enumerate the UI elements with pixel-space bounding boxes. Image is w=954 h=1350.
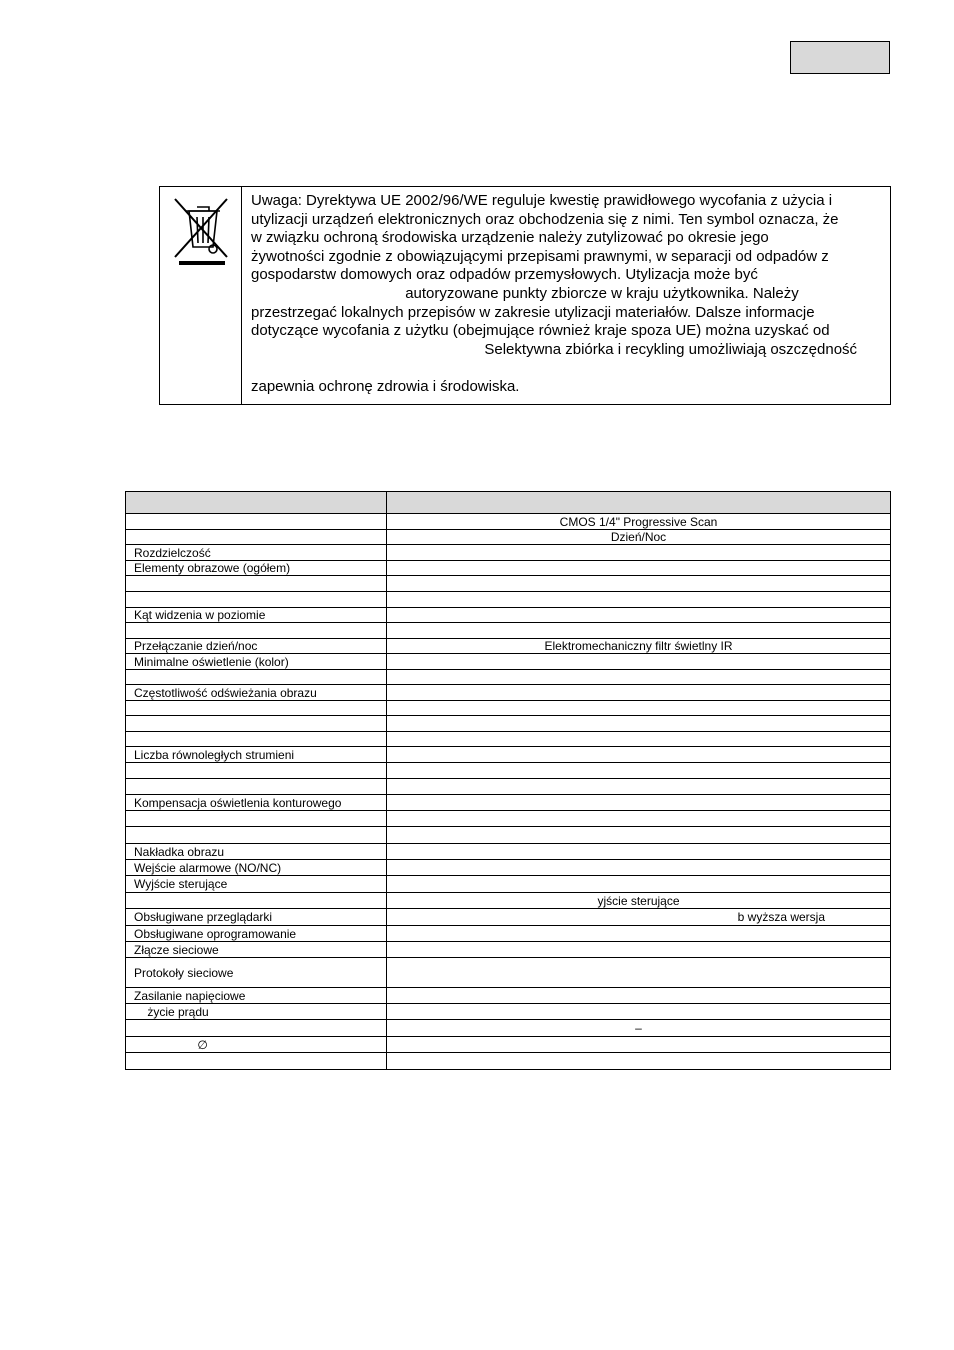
table-row	[126, 860, 891, 876]
weee-notice-line: żywotności zgodnie z obowiązującymi przepisami prawnymi, w separacji od odpadów z	[251, 247, 829, 265]
spec-label-cell: Zasilanie napięciowe	[126, 988, 387, 1004]
spec-label-cell	[126, 530, 387, 545]
spec-label-cell: Rozdzielczość	[126, 545, 387, 561]
spec-value-cell: Dzień/Noc	[387, 530, 891, 545]
spec-label-cell: Nakładka obrazu	[126, 844, 387, 860]
spec-label-cell: Kompensacja oświetlenia konturowego	[126, 795, 387, 811]
table-row	[126, 844, 891, 860]
table-row	[126, 592, 891, 608]
spec-value-cell	[387, 701, 891, 716]
table-row	[126, 1020, 891, 1037]
weee-notice-line: Selektywna zbiórka i recykling umożliwiają oszczędność	[251, 340, 858, 358]
spec-label-cell	[126, 779, 387, 795]
spec-label-cell: Wyjście sterujące	[126, 876, 387, 893]
spec-value-cell	[387, 608, 891, 623]
weee-notice-line: w związku ochroną środowiska urządzenie należy zutylizować po okresie jego	[251, 229, 769, 247]
spec-label-cell: Minimalne oświetlenie (kolor)	[126, 654, 387, 670]
weee-notice-line: Uwaga: Dyrektywa UE 2002/96/WE reguluje kwestię prawidłowego wycofania z użycia i	[251, 192, 833, 209]
spec-value-cell	[387, 958, 891, 988]
spec-label-cell	[126, 827, 387, 844]
spec-value-cell: Elektromechaniczny filtr świetlny IR	[387, 639, 891, 654]
spec-value-cell: b wyższa wersja	[387, 909, 891, 926]
spec-value-cell	[387, 670, 891, 685]
weee-notice-line: utylizacji urządzeń elektronicznych oraz obchodzenia się z nimi. Ten symbol oznacza, że	[251, 210, 839, 228]
spec-value-cell	[387, 685, 891, 701]
spec-label-cell: Kąt widzenia w poziomie	[126, 608, 387, 623]
table-row	[126, 732, 891, 747]
weee-notice-box	[159, 186, 891, 405]
spec-label-cell	[126, 670, 387, 685]
spec-label-cell	[126, 1053, 387, 1070]
table-row	[126, 608, 891, 623]
spec-label-cell	[126, 514, 387, 530]
table-row	[126, 942, 891, 958]
spec-label-cell	[126, 893, 387, 909]
spec-value-cell	[387, 779, 891, 795]
spec-label-cell: Częstotliwość odświeżania obrazu	[126, 685, 387, 701]
spec-value-cell: yjście sterujące	[387, 893, 891, 909]
spec-label-cell	[126, 732, 387, 747]
spec-label-cell: Wejście alarmowe (NO/NC)	[126, 860, 387, 876]
table-row	[126, 545, 891, 561]
spec-value-cell: –	[387, 1020, 891, 1037]
table-row	[126, 876, 891, 893]
spec-value-cell	[387, 747, 891, 763]
spec-label-cell: Przełączanie dzień/noc	[126, 639, 387, 654]
table-row	[126, 988, 891, 1004]
table-header-row	[126, 492, 891, 514]
spec-value-cell	[387, 844, 891, 860]
spec-value-cell	[387, 623, 891, 639]
table-row	[126, 811, 891, 827]
table-row	[126, 639, 891, 654]
weee-notice-line: dotyczące wycofania z użytku (obejmujące również kraje spoza UE) można uzyskać od	[251, 322, 830, 340]
spec-value-cell	[387, 1053, 891, 1070]
table-row	[126, 670, 891, 685]
weee-icon-cell	[160, 187, 242, 404]
spec-value-cell	[387, 811, 891, 827]
spec-value-cell	[387, 492, 891, 514]
spec-label-cell: Protokoły sieciowe	[126, 958, 387, 988]
spec-label-cell	[126, 763, 387, 779]
spec-value-cell	[387, 1037, 891, 1053]
table-row	[126, 1037, 891, 1053]
spec-value-cell	[387, 654, 891, 670]
table-row	[126, 763, 891, 779]
spec-value-cell	[387, 926, 891, 942]
spec-label-cell: Elementy obrazowe (ogółem)	[126, 561, 387, 576]
table-row	[126, 514, 891, 530]
table-row	[126, 623, 891, 639]
spec-value-cell	[387, 942, 891, 958]
table-row	[126, 654, 891, 670]
table-row	[126, 795, 891, 811]
spec-value-cell	[387, 795, 891, 811]
spec-value-cell	[387, 988, 891, 1004]
specifications-table	[125, 491, 891, 1070]
spec-value-cell	[387, 545, 891, 561]
table-row	[126, 909, 891, 926]
table-row	[126, 926, 891, 942]
table-row	[126, 827, 891, 844]
spec-value-cell	[387, 763, 891, 779]
table-row	[126, 779, 891, 795]
spec-value-cell	[387, 576, 891, 592]
weee-notice-text	[251, 192, 887, 397]
spec-value-cell	[387, 732, 891, 747]
table-row	[126, 561, 891, 576]
spec-label-cell	[126, 576, 387, 592]
spec-label-cell: Obsługiwane przeglądarki	[126, 909, 387, 926]
spec-label-cell	[126, 1020, 387, 1037]
spec-label-cell: życie prądu	[126, 1004, 387, 1020]
spec-value-cell	[387, 592, 891, 608]
table-row	[126, 958, 891, 988]
table-row	[126, 701, 891, 716]
weee-notice-line: autoryzowane punkty zbiorcze w kraju użytkownika. Należy	[251, 284, 799, 302]
table-row	[126, 1004, 891, 1020]
table-row	[126, 685, 891, 701]
weee-notice-line: gospodarstw domowych oraz odpadów przemysłowych. Utylizacja może być	[251, 266, 758, 284]
weee-notice-line	[251, 359, 887, 378]
table-row	[126, 893, 891, 909]
spec-value-cell	[387, 561, 891, 576]
table-row	[126, 747, 891, 763]
spec-label-cell	[126, 716, 387, 732]
spec-label-cell	[126, 811, 387, 827]
spec-label-cell: Liczba równoległych strumieni	[126, 747, 387, 763]
table-row	[126, 716, 891, 732]
spec-value-cell	[387, 1004, 891, 1020]
crossed-out-wheelie-bin-icon	[171, 195, 231, 267]
spec-value-cell	[387, 876, 891, 893]
spec-value-cell	[387, 860, 891, 876]
spec-value-cell: CMOS 1/4" Progressive Scan	[387, 514, 891, 530]
spec-label-cell: Złącze sieciowe	[126, 942, 387, 958]
spec-label-cell: ∅	[126, 1037, 387, 1053]
spec-value-cell	[387, 716, 891, 732]
weee-notice-line: przestrzegać lokalnych przepisów w zakresie utylizacji materiałów. Dalsze informacje	[251, 303, 815, 321]
table-row	[126, 1053, 891, 1070]
language-tab-box	[790, 41, 890, 74]
table-row	[126, 576, 891, 592]
spec-label-cell	[126, 492, 387, 514]
table-row	[126, 530, 891, 545]
weee-notice-line: zapewnia ochronę zdrowia i środowiska.	[251, 377, 520, 395]
spec-value-cell	[387, 827, 891, 844]
spec-label-cell	[126, 623, 387, 639]
spec-label-cell	[126, 701, 387, 716]
spec-label-cell: Obsługiwane oprogramowanie	[126, 926, 387, 942]
spec-label-cell	[126, 592, 387, 608]
